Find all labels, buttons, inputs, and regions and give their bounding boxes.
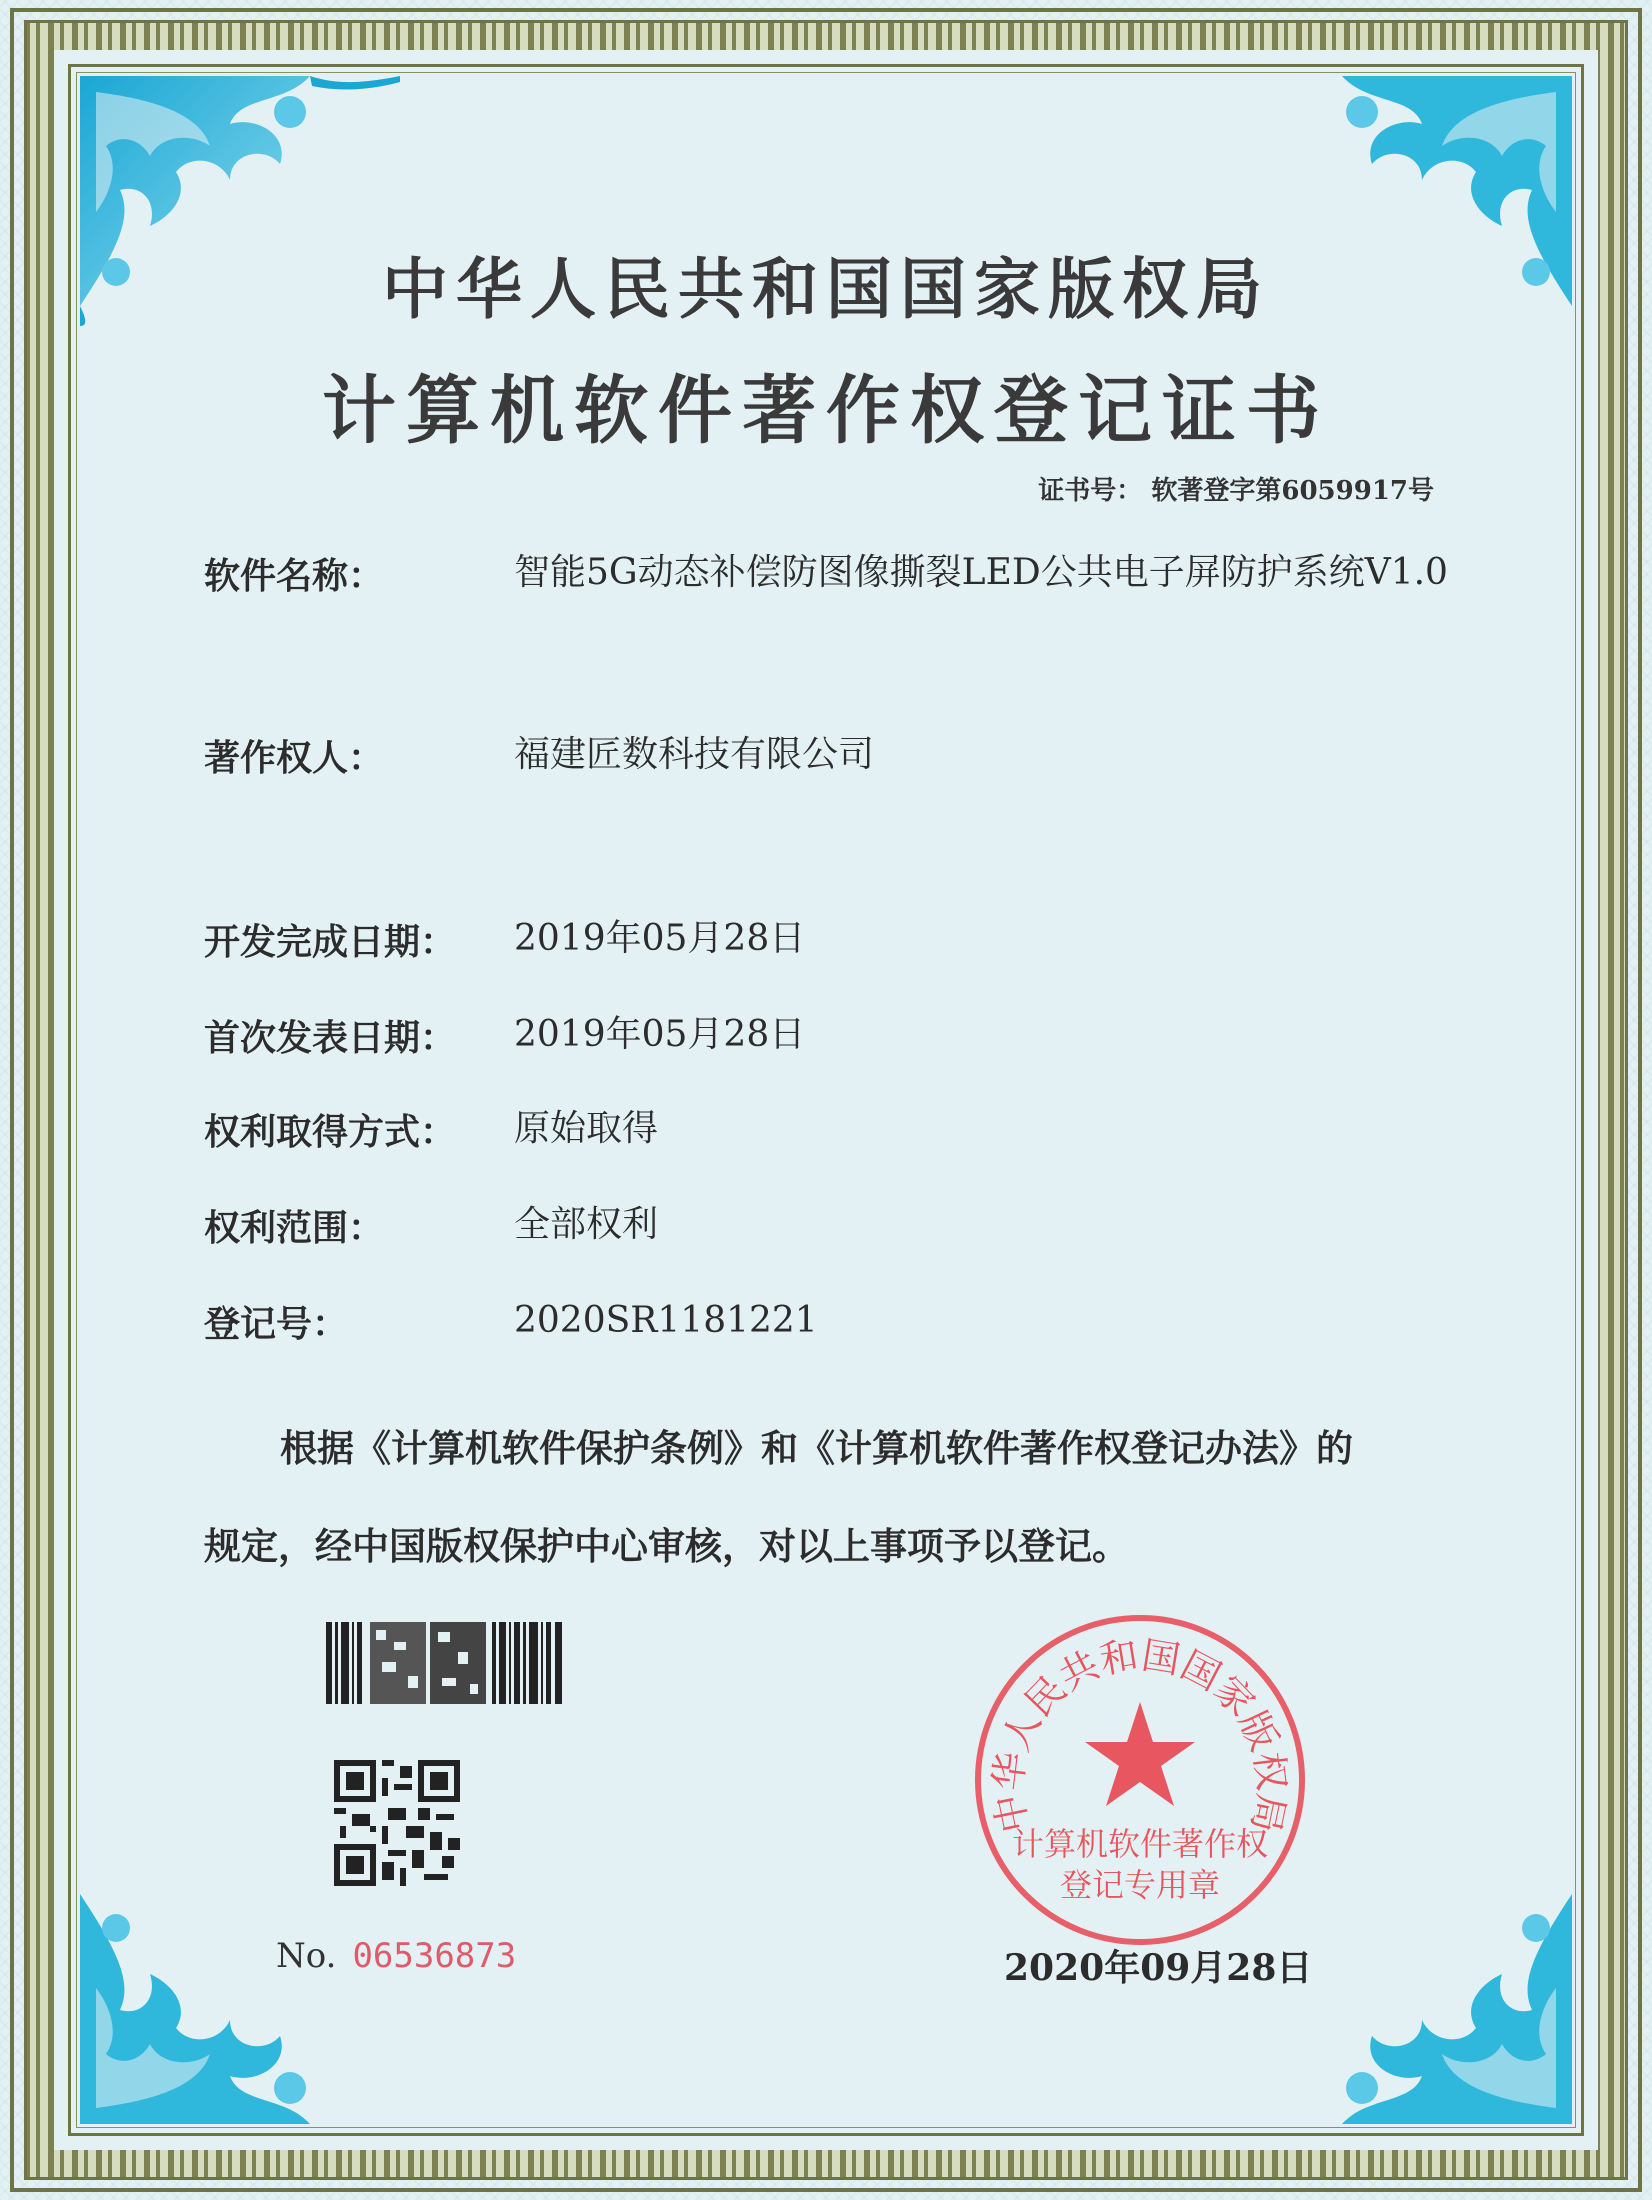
barcode — [326, 1622, 562, 1704]
certificate-number-value: 软著登字第6059917号 — [1151, 476, 1434, 506]
official-seal — [970, 1610, 1310, 1950]
field-value: 2019年05月28日 — [514, 1014, 806, 1055]
field-label: 开发完成日期： — [204, 921, 457, 963]
serial-prefix: No. — [276, 1936, 337, 1976]
seal-outer-text: 中华人民共和国国家版权局 — [985, 1632, 1295, 1837]
field-label: 权利范围： — [204, 1207, 385, 1249]
statement-line-2: 规定，经中国版权保护中心审核，对以上事项予以登记。 — [204, 1524, 1129, 1568]
field-label: 首次发表日期： — [204, 1017, 457, 1059]
field-value: 智能5G动态补偿防图像撕裂LED公共电子屏防护系统V1.0 — [514, 552, 1448, 593]
serial-number — [276, 1936, 516, 1976]
field-value: 全部权利 — [514, 1204, 659, 1245]
certificate-title: 计算机软件著作权登记证书 — [322, 368, 1330, 454]
field-value: 2020SR1181221 — [514, 1300, 818, 1341]
field-label: 软件名称： — [204, 555, 385, 597]
star-icon — [1085, 1702, 1195, 1806]
certificate-number-label: 证书号： — [1038, 476, 1143, 506]
corner-ornament-bottom-left — [80, 1874, 400, 2124]
certificate-number — [1038, 470, 1434, 507]
field-value: 福建匠数科技有限公司 — [514, 734, 875, 775]
field-label: 著作权人： — [204, 737, 385, 779]
statement-line-1: 根据《计算机软件保护条例》和《计算机软件著作权登记办法》的 — [280, 1426, 1353, 1470]
qr-code — [334, 1760, 460, 1886]
seal-inner-line-2: 登记专用章 — [1059, 1866, 1221, 1904]
serial-value: 06536873 — [352, 1936, 517, 1976]
field-value: 原始取得 — [514, 1108, 659, 1149]
field-label: 登记号： — [204, 1303, 349, 1345]
issuing-authority: 中华人民共和国国家版权局 — [382, 250, 1270, 328]
field-label: 权利取得方式： — [204, 1111, 457, 1153]
field-value: 2019年05月28日 — [514, 918, 806, 959]
seal-inner-line-1: 计算机软件著作权 — [1011, 1825, 1269, 1863]
issue-date: 2020年09月28日 — [1004, 1947, 1313, 1989]
